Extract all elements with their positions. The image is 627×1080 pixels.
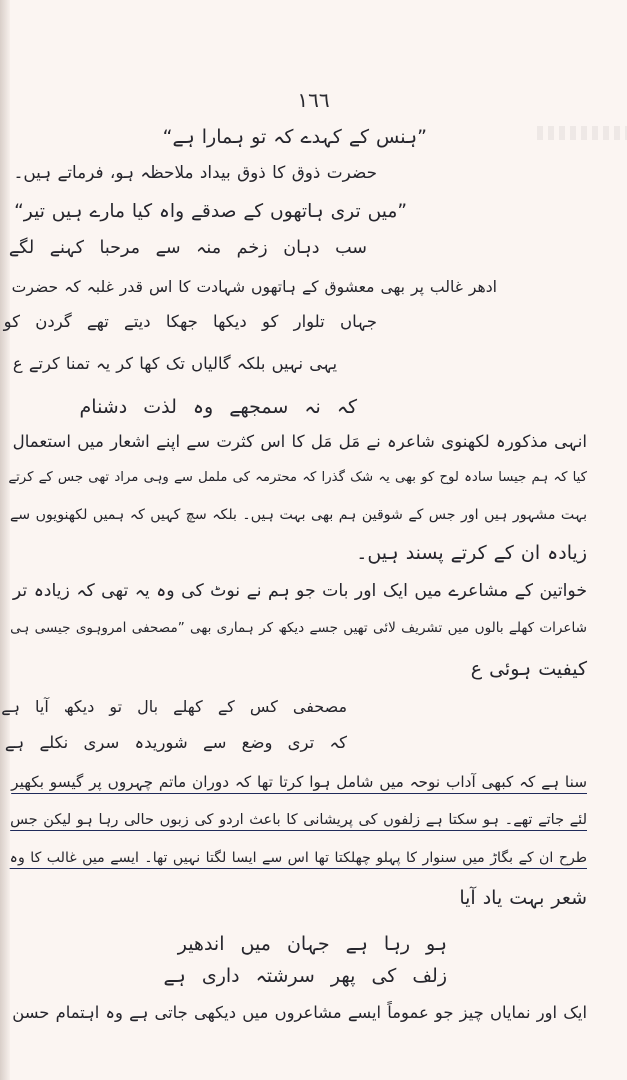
text-line: شاعرات کھلے بالوں میں تشریف لائی تھیں جسے دیکھ کر ہماری بھی ”مصحفی امروہوی جیسی ہی (10, 620, 587, 636)
verse-line: ہو رہا ہے جہان میں اندھیر (177, 933, 447, 955)
bleed-through-text (537, 126, 627, 140)
quote-line: ”میں تری ہاتھوں کے صدقے واہ کیا مارے ہیں تیر“ (14, 201, 407, 222)
text-line: خواتین کے مشاعرے میں ایک اور بات جو ہم نے نوٹ کی وہ یہ تھی کہ زیادہ تر (12, 581, 587, 601)
text-line: شعر بہت یاد آیا (459, 887, 587, 909)
verse-line: کہ تری وضع سے شوریدہ سری نکلے ہے (4, 733, 347, 752)
underlined-text-line: طرح ان کے بگاڑ میں سنوار کا پہلو چھلکتا تھا اس سے ایسا لگتا نہیں تھا۔ ایسے میں غالب کا وہ (9, 850, 587, 866)
text-line: یہی نہیں بلکہ گالیاں تک کھا کر یہ تمنا کرتے ع (12, 354, 337, 373)
verse-line: کہ نہ سمجھے وہ لذت دشنام (79, 396, 357, 418)
quote-line: ”ہنس کے کہدے کہ تو ہمارا ہے“ (162, 126, 427, 148)
text-line: بہت مشہور ہیں اور جس کے شوقین ہم بھی بہت ہیں۔ بلکہ سچ کہیں کہ ہمیں لکھنویوں سے (10, 507, 587, 523)
underlined-text-line: لئے جاتے تھے۔ ہو سکتا ہے زلفوں کی پریشانی کا باعث اردو کی زبوں حالی رہا ہو لیکن جس (10, 812, 587, 828)
page-gutter (0, 0, 10, 1080)
page-number: ١٦٦ (297, 88, 330, 112)
text-line: ادھر غالب پر بھی معشوق کے ہاتھوں شہادت کا اس قدر غلبہ کہ حضرت (11, 278, 497, 296)
verse-line: مصحفی کس کے کھلے بال تو دیکھ آیا ہے (1, 697, 347, 716)
underlined-text-line: سنا ہے کہ کبھی آداب نوحہ میں شامل ہوا کرتا تھا کہ دوران ماتم چہروں پر گیسو بکھیر (11, 773, 587, 791)
text-line: کیا کہ ہم جیسا سادہ لوح کو بھی یہ شک گذرا کہ محترمہ کی ململ سے وہی مراد تھی جس کے کرتے (8, 470, 587, 485)
text-line: انہی مذکورہ لکھنوی شاعرہ نے مَل مَل کا اس کثرت سے اپنے اشعار میں استعمال (12, 432, 587, 451)
text-line: حضرت ذوق کا ذوق بیداد ملاحظہ ہو، فرماتے ہیں۔ (13, 162, 377, 182)
verse-line: زلف کی پھر سرشتہ داری ہے (163, 965, 447, 987)
verse-line: جہاں تلوار کو دیکھا جھکا دیتے تھے گردن کو (3, 312, 377, 331)
text-line: ایک اور نمایاں چیز جو عموماً ایسے مشاعروں میں دیکھی جاتی ہے وہ اہتمام حسن (12, 1003, 587, 1022)
verse-line: سب دہان زخم منہ سے مرحبا کہنے لگے (8, 238, 367, 258)
text-line: کیفیت ہوئی ع (470, 658, 587, 680)
text-line: زیادہ ان کے کرتے پسند ہیں۔ (356, 542, 587, 564)
